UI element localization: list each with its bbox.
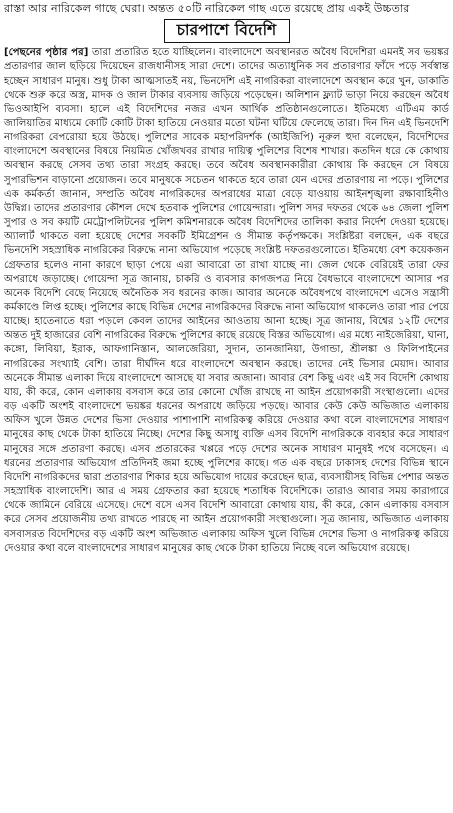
intro-text: রাস্তা আর নারিকেল গাছে ঘেরা। অন্তত ৫০টি নারিকেল গাছ এতে রয়েছে প্রায় একই উচ্চতার xyxy=(4,2,410,15)
article-body xyxy=(4,46,449,556)
newspaper-clipping xyxy=(4,0,449,813)
continued-label: [পেছনের পৃষ্ঠার পর] xyxy=(4,47,89,59)
headline-box xyxy=(164,19,290,43)
headline: চারপাশে বিদেশি xyxy=(176,21,277,40)
article-body-text: তারা প্রতারিত হতে যাচ্ছিলেন। বাংলাদেশে অবস্থানরত অবৈধ বিদেশিরা এমনই সব ভয়ঙ্কর প্রতারণার জাল ছড়িয়ে দিয়েছেন রাজধানীসহ সারা দেশে। তাদের অত্যাধুনিক সব প্রতারণার ফাঁদে পড়ে সর্বস্বান্ত হচ্ছেন সাধারণ মানুষ। শুধু টাকা আত্মসাতই নয়, ভিনদেশি এই নাগরিকরা বাংলাদেশে অবস্থান করে খুন, ডাকাতি থেকে শুরু করে অস্ত্র, মাদক ও জাল টাকার ব্যবসায় জড়িয়ে পড়েছেন। অলিশান ফ্ল্যাট ভাড়া নিয়ে করছেন অবৈধ ভিওআইপি ব্যবসা। হালে এই বিদেশিদের নজর এখন আর্থিক প্রতিষ্ঠানগুলোতে। ইতিমধ্যে এটিএম কার্ড জালিয়াতির মাধ্যমে কোটি কোটি টাকা হাতিয়ে নেওয়ার মতো ঘটনা ঘটিয়ে ফেলেছে তারা। দিন দিন এই ভিনদেশি নাগরিকরা বেপরোয়া হয়ে উঠছে। পুলিশের সাবেক মহাপরিদর্শক (আইজিপি) নূরুল হুদা বলেছেন, বিদেশিদের বাংলাদেশে অবস্থানের বিষয়ে নিয়মিত খোঁজখবর রাখার দায়িত্ব পুলিশের বিশেষ শাখার। কতদিন ধরে কে কোথায় অবস্থান করছে সেসব তথ্য তারা সংগ্রহ করছে। তবে অবৈধ অবস্থানকারীরা কোথায় কি করছেন সে বিষয়ে সুপারভিশন বাড়ানো প্রয়োজন। তবে মানুষকে সচেতন থাকতে হবে তারা যেন এদের প্রতারণায় না পড়ে। পুলিশের এক কর্মকর্তা জানান, সম্প্রতি অবৈধ নাগরিকদের অপরাধের মাত্রা বেড়ে যাওয়ায় আইনশৃঙ্খলা রক্ষাবাহিনীও উদ্বিগ্ন। তাদের প্রতারণার কৌশল দেখে হতবাক পুলিশের গোয়েন্দারা। পুলিশ সদর দফতর থেকে ৬৪ জেলা পুলিশ সুপার ও সব কয়টি মেট্রোপলিটনের পুলিশ কমিশনারকে অবৈধ বিদেশিদের তালিকা করার নির্দেশ দেওয়া হয়েছে। অ্যালার্ট থাকতে বলা হয়েছে দেশের সবকটি ইমিগ্রেশন ও সীমান্ত কর্তৃপক্ষকে। সংশ্লিষ্টরা বলছেন, এক বছরে ভিনদেশি সহস্রাধিক নাগরিকের বিরুদ্ধে নানা অভিযোগ পড়েছে সংশ্লিষ্ট দফতরগুলোতে। ইতিমধ্যে বেশ কয়েকজন গ্রেফতার হলেও নানা কারণে ছাড়া পেয়ে এরা আবারো তা রাখা যাচ্ছে না। জেল থেকে বেরিয়েই তারা ফের অপরাধে জড়াচ্ছে। গোয়েন্দা সূত্র জানায়, চাকরি ও ব্যবসার কাগজপত্র নিয়ে বৈধভাবে বাংলাদেশে আসার পর অনেক বিদেশি বেছে নিয়েছে অনৈতিক সব ধরনের কাজ। আবার অনেকে অবৈধপথে বাংলাদেশে এসেও সন্ত্রাসী কর্মকাণ্ডে লিপ্ত হচ্ছে। পুলিশের কাছে বিভিন্ন দেশের নাগরিকদের বিরুদ্ধে নানা অভিযোগ থাকলেও তারা পার পেয়ে যাচ্ছে। হাতেনাতে ধরা পড়লে কেবল তাদের আইনের আওতায় আনা হচ্ছে। সূত্র জানায়, বিশ্বের ১২টি দেশের অন্তত দুই হাজারের বেশি নাগরিকের বিরুদ্ধে পুলিশের কাছে রয়েছে বিস্তর অভিযোগ। এর মধ্যে নাইজেরিয়া, ঘানা, কঙ্গো, লিবিয়া, ইরাক, আফগানিস্তান, আলজেরিয়া, সুদান, তানজানিয়া, উগান্ডা, শ্রীলঙ্কা ও ফিলিপাইনের নাগরিকের সংখ্যাই বেশি। তারা দীর্ঘদিন ধরে বাংলাদেশে অবস্থান করছে। তাদের নেই ভিসার মেয়াদ। আবার অনেকে সীমান্ত এলাকা দিয়ে বাংলাদেশে আসছে যা সবার অজানা। আবার বেশ কিছু এবং এই সব বিদেশি কোথায় যায়, কী করে, কোন এলাকায় বসবাস করে তার কোনো খোঁজ রাখছে না আইন প্রয়োগকারী সংস্থাগুলো। এদের বড় একটি অংশই বাংলাদেশে ভয়ঙ্কর ধরনের অপরাধে জড়িয়ে পড়ছে। আবার কেউ কেউ অভিজাত এলাকায় অফিস খুলে উন্নত দেশের ভিসা দেওয়ার পাশাপাশি নাগরিকত্ব করিয়ে দেওয়ার কথা বলে বাংলাদেশের সাধারণ মানুষের কাছ থেকে টাকা হাতিয়ে নিচ্ছে। দেশের কিছু অসাধু ব্যক্তি এসব বিদেশি নাগরিককে ব্যবহার করে সাধারণ মানুষের সঙ্গে প্রতারণা করছে। এসব প্রতারকের খপ্পরে পড়ে দেশের অনেক সাধারণ মানুষই পথে বসেছেন। এ ধরনের প্রতারণার অভিযোগ প্রতিদিনই জমা হচ্ছে পুলিশের কাছে। গত এক বছরে ঢাকাসহ দেশের বিভিন্ন স্থানে বিদেশি নাগরিকদের দ্বারা প্রতারণার শিকার হয়ে অভিযোগ দায়ের করেছেন ছাত্র, ব্যবসায়ীসহ বিভিন্ন পেশার অন্তত সহস্রাধিক বাংলাদেশি। আর এ সময় গ্রেফতার করা হয়েছে শতাধিক বিদেশিকে। তারাও আবার সময় কারাগারে থেকে জামিনে বেরিয়ে এসেছে। দেশে বসে এসব বিদেশি আবারো কোথায় যায়, কী করে, কোন এলাকায় বসবাস করে সেসব প্রয়োজনীয় তথ্য রাখতে পারছে না আইন প্রয়োগকারী সংস্থাগুলো। সূত্র জানায়, অভিজাত এলাকায় বসবাসরত বিদেশিদের বড় একটি অংশ অভিজাত এলাকায় অফিস খুলে বিভিন্ন দেশের ভিসা ও নাগরিকত্ব করিয়ে দেওয়ার কথা বলে বাংলাদেশের সাধারণ মানুষের কাছ থেকে টাকা হাতিয়ে নিচ্ছে বলে অভিযোগ রয়েছে। xyxy=(4,47,449,554)
